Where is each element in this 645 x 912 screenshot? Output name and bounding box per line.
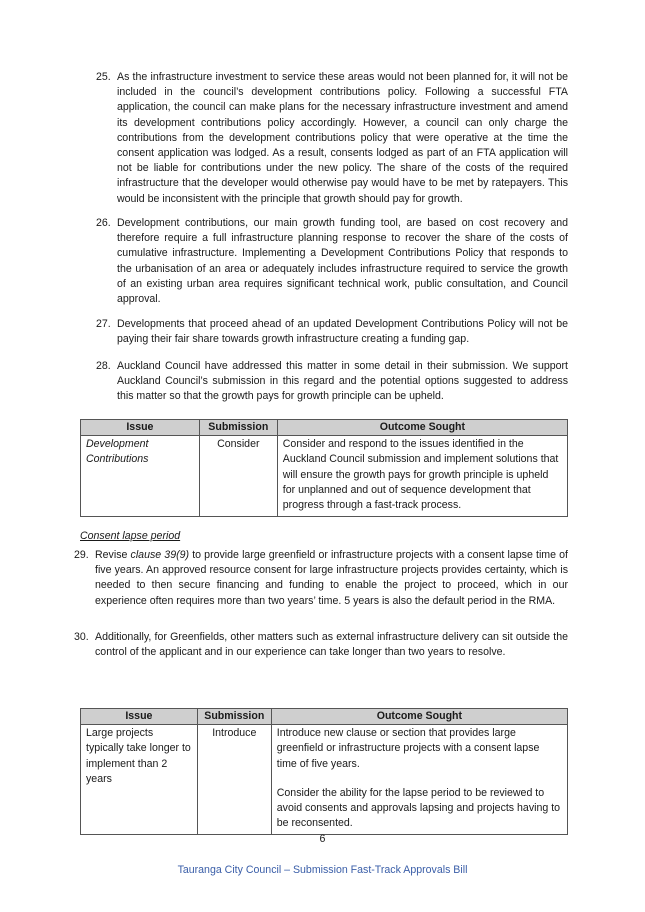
paragraph-number: 29.: [74, 549, 89, 561]
outcome-paragraph: Introduce new clause or section that provides large greenfield or infrastructure projects with a consent lapse time of five years.: [276, 727, 540, 770]
cell-submission: Consider: [199, 436, 277, 517]
paragraph-number: 28.: [96, 360, 111, 372]
paragraph-text: Developments that proceed ahead of an updated Development Contributions Policy will not be paying their fair share towards growth infrastructure creating a funding gap.: [117, 318, 568, 346]
header-submission: Submission: [197, 709, 271, 725]
table-header-row: [81, 709, 568, 725]
header-issue: Issue: [81, 709, 198, 725]
paragraph-number: 27.: [96, 318, 111, 330]
header-issue: Issue: [81, 420, 200, 436]
cell-issue: Large projects typically take longer to implement than 2 years: [81, 725, 198, 835]
paragraph-text: Development contributions, our main growth funding tool, are based on cost recovery and therefore require a full infrastructure planning response to recover the share of the costs of cumulative infrastructure. Implementing a Development Contributions Policy that responds to the urbanisation of an area or adequately includes infrastructure required to service the growth of an existing urban area requires significant technical work, public consultation, and Council approval.: [117, 217, 568, 306]
cell-submission: Introduce: [197, 725, 271, 835]
paragraph-text-end: to provide large greenfield or infrastructure projects with a consent lapse time of five years. An approved resource consent for large infrastructure projects provides certainty, which is needed to then secure financing and funding to enable the project to proceed, which in our experience often requires more than two years’ time. 5 years is also the default period in the RMA.: [95, 549, 568, 607]
paragraph-30: [74, 630, 568, 660]
consent-lapse-table: [80, 708, 568, 835]
paragraph-text-start: Revise: [95, 549, 131, 561]
paragraph-29: [74, 548, 568, 609]
table-row: [81, 725, 568, 835]
issue-line: Development: [86, 438, 149, 451]
paragraph-25: [96, 70, 568, 207]
paragraph-26: [96, 216, 568, 307]
header-outcome: Outcome Sought: [271, 709, 567, 725]
paragraph-number: 26.: [96, 217, 111, 229]
paragraph-text: As the infrastructure investment to service these areas would not been planned for, it will not be included in the council’s development contributions policy. Following a successful FTA application, the council can make plans for the necessary infrastructure investment and amend its development contributions policy accordingly. However, a council can only charge the contributions from the development contributions policy that were operative at the time the consent application was lodged. As a result, consents lodged as part of an FTA application will not be liable for contributions under the new policy. The share of the costs of the required infrastructure that the developer would otherwise pay would have to be met by ratepayers. This would be inconsistent with the principle that growth should pay for growth.: [117, 71, 568, 205]
development-contributions-table: [80, 419, 568, 517]
cell-outcome: [271, 725, 567, 835]
paragraph-number: 30.: [74, 631, 89, 643]
paragraph-text: Additionally, for Greenfields, other matters such as external infrastructure delivery can sit outside the control of the applicant and in our experience can take longer than two years to resolve.: [95, 631, 568, 659]
page-number: 6: [319, 833, 326, 845]
table-header-row: [81, 420, 568, 436]
clause-reference: clause 39(9): [130, 549, 190, 561]
header-outcome: Outcome Sought: [277, 420, 567, 436]
paragraph-27: [96, 317, 568, 347]
section-heading: Consent lapse period: [80, 530, 181, 542]
footer-text: Tauranga City Council – Submission Fast-Track Approvals Bill: [177, 864, 468, 876]
cell-issue: [81, 436, 200, 517]
header-submission: Submission: [199, 420, 277, 436]
issue-line: Contributions: [86, 453, 149, 466]
paragraph-text: Auckland Council have addressed this matter in some detail in their submission. We support Auckland Council’s submission in this regard and the potential options suggested to address this matter so that the growth pays for growth principle can be upheld.: [117, 360, 568, 403]
paragraph-28: [96, 359, 568, 405]
table-row: [81, 436, 568, 517]
cell-outcome: Consider and respond to the issues identified in the Auckland Council submission and implement solutions that will ensure the growth pays for growth principle is upheld for unplanned and out of sequence development that progress through a fast-track process.: [277, 436, 567, 517]
paragraph-number: 25.: [96, 71, 111, 83]
outcome-paragraph: Consider the ability for the lapse period to be reviewed to avoid consents and approvals lapsing and projects having to be reconsented.: [276, 786, 561, 830]
